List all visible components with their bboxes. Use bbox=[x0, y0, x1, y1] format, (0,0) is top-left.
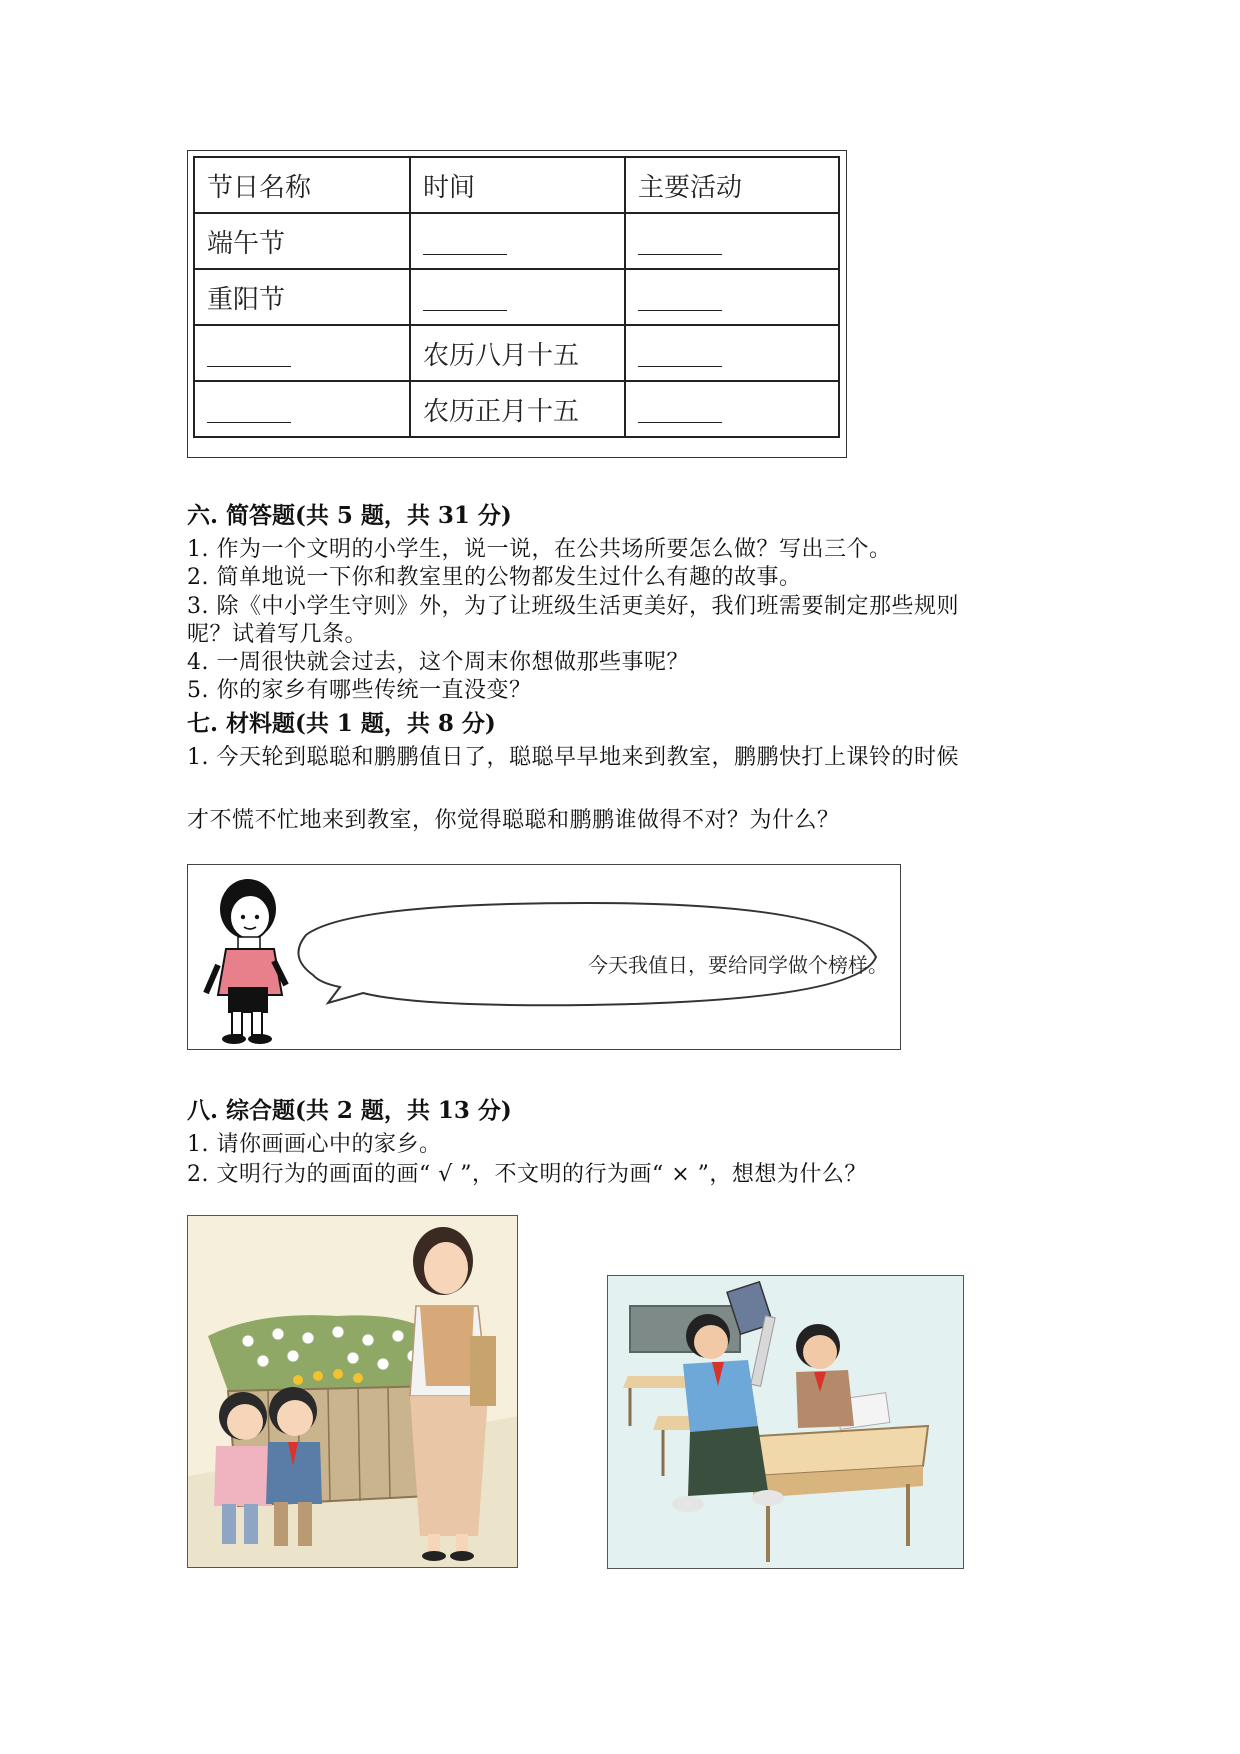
question-7-1-line1: 1. 今天轮到聪聪和鹏鹏值日了，聪聪早早地来到教室，鹏鹏快打上课铃的时候 bbox=[187, 745, 959, 770]
question-6-4: 4. 一周很快就会过去，这个周末你想做那些事呢？ bbox=[187, 650, 689, 675]
festival-name-cell[interactable] bbox=[194, 381, 410, 437]
header-activity: 主要活动 bbox=[625, 157, 839, 213]
civilized-behavior-picture[interactable] bbox=[187, 1215, 518, 1568]
table-header-row bbox=[194, 157, 839, 213]
festival-name-cell[interactable] bbox=[194, 325, 410, 381]
speech-bubble-text: 今天我值日，要给同学做个榜样。 bbox=[588, 953, 888, 977]
question-6-5: 5. 你的家乡有哪些传统一直没变？ bbox=[187, 678, 532, 703]
activity-cell[interactable] bbox=[625, 381, 839, 437]
time-cell: 农历正月十五 bbox=[410, 381, 625, 437]
uncivilized-behavior-picture[interactable] bbox=[607, 1275, 964, 1569]
answer-blank[interactable] bbox=[638, 228, 722, 255]
activity-cell[interactable] bbox=[625, 269, 839, 325]
question-7-1-line2: 才不慌不忙地来到教室，你觉得聪聪和鹏鹏谁做得不对？为什么？ bbox=[187, 808, 840, 833]
header-time: 时间 bbox=[410, 157, 625, 213]
table-row bbox=[194, 381, 839, 437]
festival-table bbox=[193, 156, 840, 438]
answer-blank[interactable] bbox=[423, 284, 507, 311]
activity-cell[interactable] bbox=[625, 325, 839, 381]
table-row bbox=[194, 213, 839, 269]
section-8-title: 八. 综合题(共 2 题，共 13 分) bbox=[187, 1097, 512, 1124]
activity-cell[interactable] bbox=[625, 213, 839, 269]
section-6-title: 六. 简答题(共 5 题，共 31 分) bbox=[187, 502, 512, 529]
festival-name-cell: 端午节 bbox=[194, 213, 410, 269]
time-cell[interactable] bbox=[410, 269, 625, 325]
answer-blank[interactable] bbox=[207, 340, 291, 367]
question-6-3-cont: 呢？试着写几条。 bbox=[187, 622, 368, 647]
section-7-title: 七. 材料题(共 1 题，共 8 分) bbox=[187, 710, 496, 737]
answer-blank[interactable] bbox=[207, 396, 291, 423]
header-festival-name: 节日名称 bbox=[194, 157, 410, 213]
answer-blank[interactable] bbox=[423, 228, 507, 255]
classroom-fight-illustration bbox=[608, 1276, 964, 1569]
time-cell: 农历八月十五 bbox=[410, 325, 625, 381]
question-8-2: 2. 文明行为的画面的画“ √ ”，不文明的行为画“ × ”，想想为什么？ bbox=[187, 1162, 867, 1187]
kids-teacher-illustration bbox=[188, 1216, 518, 1568]
table-row bbox=[194, 325, 839, 381]
festival-table-frame bbox=[187, 150, 847, 458]
question-6-1: 1. 作为一个文明的小学生，说一说，在公共场所要怎么做？写出三个。 bbox=[187, 537, 892, 562]
answer-blank[interactable] bbox=[638, 340, 722, 367]
question-6-3: 3. 除《中小学生守则》外，为了让班级生活更美好，我们班需要制定那些规则 bbox=[187, 594, 959, 619]
time-cell[interactable] bbox=[410, 213, 625, 269]
comic-panel bbox=[187, 864, 901, 1050]
question-8-1: 1. 请你画画心中的家乡。 bbox=[187, 1132, 442, 1157]
answer-blank[interactable] bbox=[638, 396, 722, 423]
answer-blank[interactable] bbox=[638, 284, 722, 311]
table-row bbox=[194, 269, 839, 325]
question-6-2: 2. 简单地说一下你和教室里的公物都发生过什么有趣的故事。 bbox=[187, 565, 802, 590]
festival-name-cell: 重阳节 bbox=[194, 269, 410, 325]
